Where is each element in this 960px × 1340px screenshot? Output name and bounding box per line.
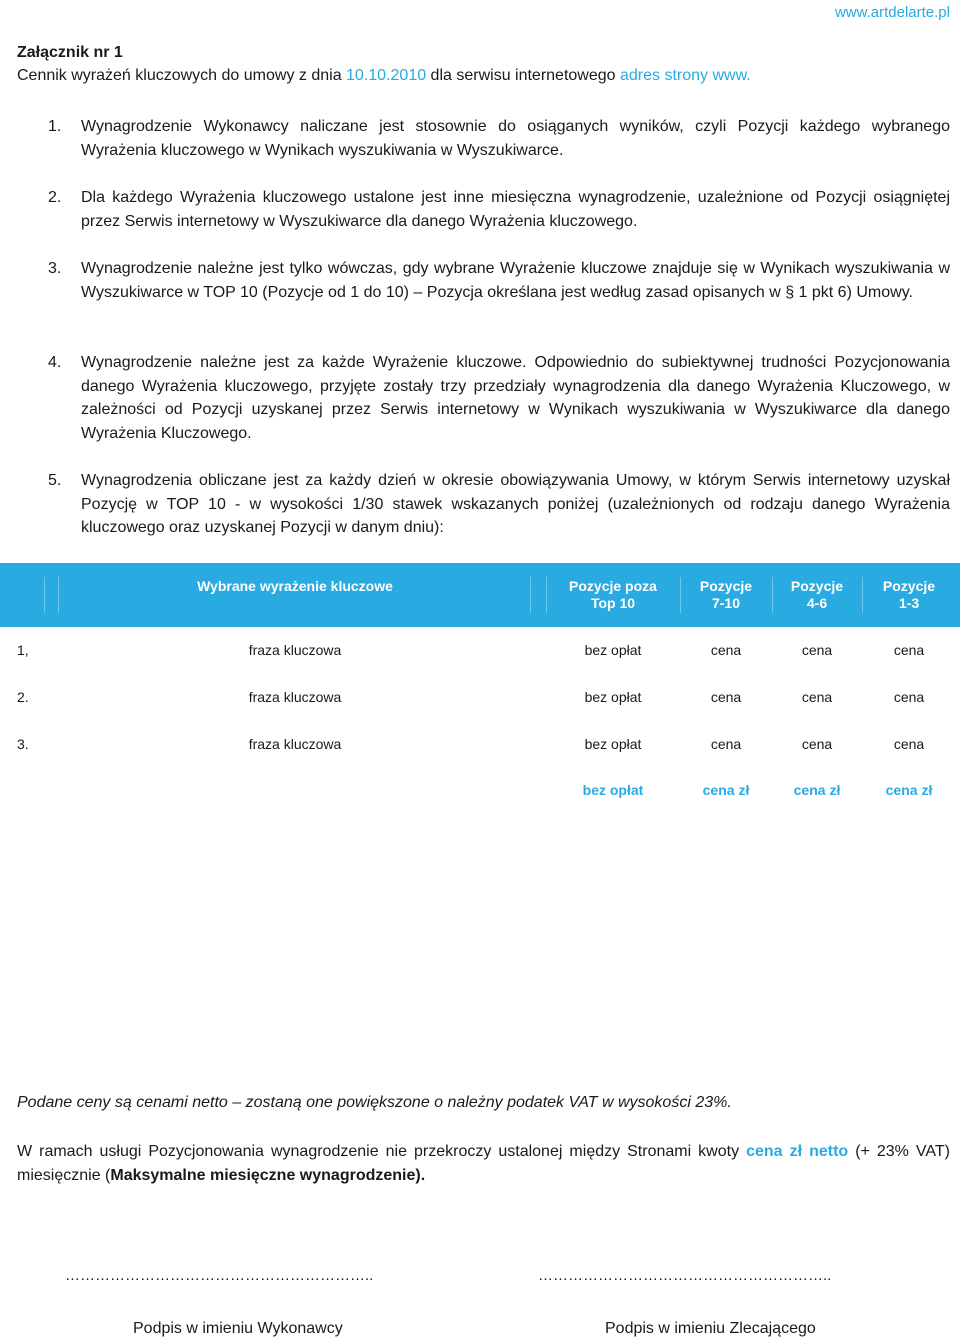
- signature-line-client: …………………………………………………..: [538, 1267, 832, 1284]
- paragraph-2: [48, 186, 950, 233]
- contract-date: 10.10.2010: [346, 67, 427, 84]
- total-price-7-10: cena zł: [702, 782, 750, 798]
- pricing-table-header: [0, 563, 960, 627]
- header-divider: [772, 577, 773, 613]
- row-price-1-3: cena: [893, 689, 925, 705]
- header-line: 7-10: [711, 595, 741, 611]
- subtitle-prefix: Cennik wyrażeń kluczowych do umowy z dnia: [17, 67, 347, 84]
- paragraph-4: [48, 351, 950, 445]
- header-outside-top10: [553, 578, 673, 612]
- header-divider: [58, 577, 59, 613]
- total-outside-top10: bez opłat: [582, 782, 644, 798]
- row-price-7-10: cena: [710, 689, 742, 705]
- header-line: Pozycje poza: [569, 578, 657, 594]
- paragraph-number: 4.: [48, 354, 62, 371]
- row-price-4-6: cena: [801, 736, 833, 752]
- header-divider: [44, 577, 45, 613]
- header-divider: [862, 577, 863, 613]
- paragraph-number: 2.: [48, 189, 62, 206]
- total-price-4-6: cena zł: [793, 782, 841, 798]
- paragraph-3: [48, 257, 950, 304]
- header-line: Pozycje: [699, 578, 753, 594]
- signature-line-contractor: ……………………………………………………..: [65, 1267, 374, 1284]
- signature-label-contractor: Podpis w imieniu Wykonawcy: [133, 1320, 343, 1337]
- row-price-1-3: cena: [893, 736, 925, 752]
- attachment-title: Załącznik nr 1: [17, 44, 123, 61]
- row-outside-top10: bez opłat: [584, 689, 642, 705]
- paragraph-text: Dla każdego Wyrażenia kluczowego ustalone jest inne miesięczna wynagrodzenie, uzależnione od Pozycji osiągniętej przez Serwis internetowy w Wyszukiwarce dla danego Wyrażenia kluczowego.: [81, 189, 950, 230]
- header-line: Pozycje: [882, 578, 936, 594]
- subtitle-middle: dla serwisu internetowego: [426, 67, 620, 84]
- row-price-1-3: cena: [893, 642, 925, 658]
- row-phrase: fraza kluczowa: [248, 689, 342, 705]
- paragraph-text: Wynagrodzenie należne jest tylko wówczas, gdy wybrane Wyrażenie kluczowe znajduje się w Wynikach wyszukiwania w Wyszukiwarce w TOP 10 (Pozycje od 1 do 10) – Pozycja określana jest według zasad opisanych w § 1 pkt 6) Umowy.: [81, 260, 950, 301]
- row-number: 1,: [17, 642, 29, 658]
- paragraph-text: Wynagrodzenia obliczane jest za każdy dzień w okresie obowiązywania Umowy, w którym Serwis internetowy uzyskał Pozycję w TOP 10 - w wysokości 1/30 stawek wskazanych poniżej (uzależnionych od rodzaju danego Wyrażenia kluczowego oraz uzyskanej Pozycji w danym dniu):: [81, 472, 950, 536]
- row-price-4-6: cena: [801, 642, 833, 658]
- paragraph-text: Wynagrodzenie należne jest za każde Wyrażenie kluczowe. Odpowiednio do subiektywnej trudności Pozycjonowania danego Wyrażenia kluczowego, przyjęte zostały trzy przedziały wynagrodzenia dla danego Wyrażenia Kluczowego, w zależności od Pozycji uzyskanej przez Serwis internetowy w Wynikach wyszukiwania w Wyszukiwarce dla danego Wyrażenia Kluczowego.: [81, 354, 950, 442]
- header-line: 1-3: [898, 595, 920, 611]
- limit-prefix: W ramach usługi Pozycjonowania wynagrodzenie nie przekroczy ustalonej między Stronami kwoty: [17, 1143, 747, 1160]
- limit-bold-label: Maksymalne miesięczne wynagrodzenie).: [110, 1166, 426, 1184]
- website-address: adres strony www.: [620, 67, 751, 84]
- limit-middle: (+ 23% VAT) miesięcznie (: [17, 1143, 951, 1184]
- table-row: [0, 689, 960, 709]
- header-divider: [530, 577, 531, 613]
- paragraph-number: 1.: [48, 118, 62, 135]
- table-row: [0, 736, 960, 756]
- table-row: [0, 642, 960, 662]
- row-price-7-10: cena: [710, 642, 742, 658]
- remuneration-limit: [17, 1140, 950, 1187]
- totals-row: [0, 782, 960, 802]
- header-line: Pozycje: [790, 578, 844, 594]
- row-phrase: fraza kluczowa: [248, 642, 342, 658]
- attachment-subtitle: [17, 67, 751, 85]
- paragraph-1: [48, 115, 950, 162]
- header-keyword-phrase: Wybrane wyrażenie kluczowe: [197, 578, 393, 594]
- site-url: www.artdelarte.pl: [834, 4, 950, 21]
- vat-note: Podane ceny są cenami netto – zostaną one powiększone o należny podatek VAT w wysokości 23%.: [17, 1094, 732, 1111]
- header-positions-1-3: [868, 578, 950, 612]
- paragraph-number: 3.: [48, 260, 62, 277]
- row-number: 3.: [17, 736, 29, 752]
- header-line: 4-6: [806, 595, 828, 611]
- row-phrase: fraza kluczowa: [248, 736, 342, 752]
- header-divider: [680, 577, 681, 613]
- header-line: Top 10: [590, 595, 636, 611]
- row-outside-top10: bez opłat: [584, 736, 642, 752]
- total-price-1-3: cena zł: [885, 782, 933, 798]
- row-price-7-10: cena: [710, 736, 742, 752]
- paragraph-number: 5.: [48, 472, 62, 489]
- row-price-4-6: cena: [801, 689, 833, 705]
- paragraph-5: [48, 469, 950, 540]
- header-divider: [546, 577, 547, 613]
- header-positions-7-10: [686, 578, 766, 612]
- signature-label-client: Podpis w imieniu Zlecającego: [605, 1320, 816, 1337]
- paragraph-text: Wynagrodzenie Wykonawcy naliczane jest stosownie do osiąganych wyników, czyli Pozycji każdego wybranego Wyrażenia kluczowego w Wynikach wyszukiwania w Wyszukiwarce.: [81, 118, 950, 159]
- limit-amount: cena zł netto: [746, 1143, 849, 1160]
- row-number: 2.: [17, 689, 29, 705]
- header-positions-4-6: [778, 578, 856, 612]
- row-outside-top10: bez opłat: [584, 642, 642, 658]
